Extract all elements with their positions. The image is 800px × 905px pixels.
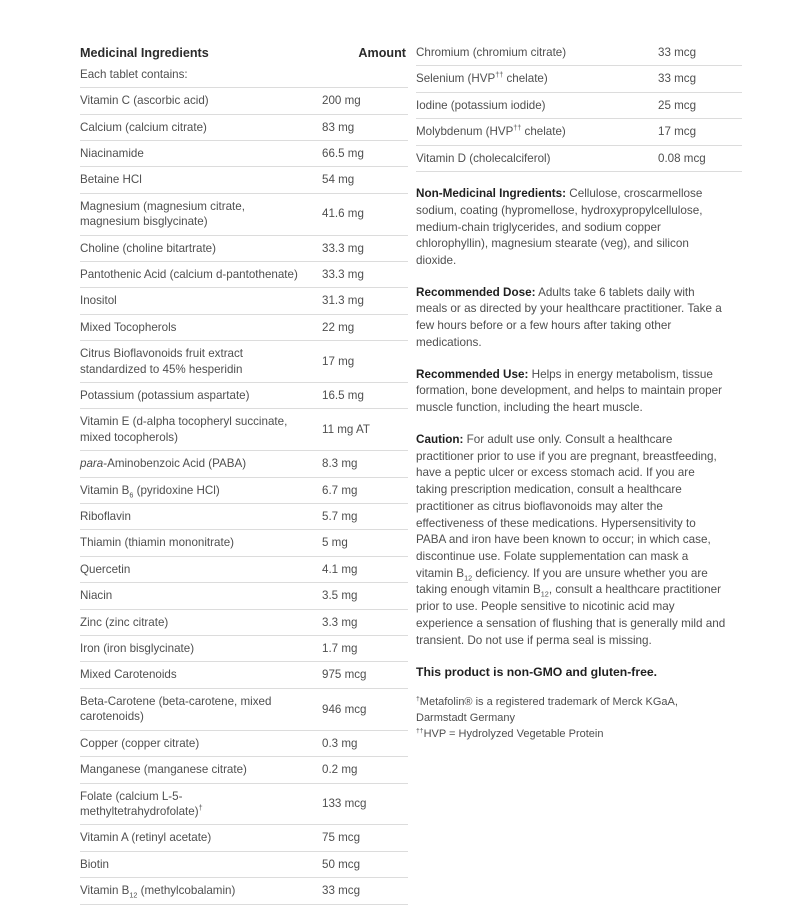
table-row (80, 783, 408, 825)
caution-b12-subscript-1: 12 (464, 573, 473, 583)
ingredient-amount: 200 mg (312, 88, 408, 114)
table-row (80, 193, 408, 235)
ingredient-italic-prefix: para (80, 457, 104, 471)
recommended-dose-block (416, 285, 728, 352)
table-row (80, 504, 408, 530)
recommended-use-block (416, 367, 728, 417)
ingredient-name: Inositol (80, 288, 312, 314)
ingredient-amount: 5 mg (312, 530, 408, 556)
ingredient-name: Vitamin $B_{12}$ (methylcobalamin) (80, 878, 312, 904)
footnote-marker-dagger: † (416, 695, 420, 703)
table-subheader-row (80, 65, 408, 88)
non-medicinal-ingredients-block (416, 186, 728, 270)
table-row (80, 167, 408, 193)
caution-b12-subscript-2: 12 (540, 589, 549, 599)
ingredient-amount: 11 mg AT (312, 409, 408, 451)
footnote-hvp (416, 727, 728, 743)
ingredient-amount: 1.7 mg (312, 636, 408, 662)
caution-body-part1: For adult use only. Consult a healthcare practitioner prior to use if you are pregnant, breastfeeding, have a peptic ulcer or excess stomach acid. If you are taking prescription medication, consult a healthcare practitioner as citrus bioflavonoids may alter the effectiveness of these medications. Hypersensitivity to PABA and iron have been known to occur; in which case, discontinue use. Folate supplementation can mask a vitamin B (416, 432, 717, 580)
non-medicinal-body: Cellulose, croscarmellose sodium, coating (hypromellose, hydroxypropylcellulose, medium-chain triglycerides, and sodium copper chlorophyllin), magnesium stearate (veg), and silicon dioxide. (416, 187, 703, 267)
ingredient-name: Chromium (chromium citrate) (416, 40, 648, 66)
table-row (80, 288, 408, 314)
ingredient-amount: 41.6 mg (312, 193, 408, 235)
ingredient-amount: 33 mcg (648, 40, 742, 66)
ingredient-amount: 16.5 mg (312, 383, 408, 409)
ingredient-amount: 3.3 mg (312, 609, 408, 635)
ingredient-amount: 946 mcg (312, 688, 408, 730)
ingredient-subscript: 6 (129, 489, 134, 499)
right-ingredient-rows (416, 40, 742, 172)
footnote-metafolin (416, 695, 728, 726)
table-row (80, 556, 408, 582)
ingredient-name: Selenium (HVP†† chelate) (416, 66, 648, 92)
table-row (416, 145, 742, 171)
footnote-hvp-text: HVP = Hydrolyzed Vegetable Protein (423, 727, 604, 740)
ingredient-subscript: 12 (129, 890, 138, 900)
table-row (80, 662, 408, 688)
ingredient-amount: 6.7 mg (312, 477, 408, 503)
caution-body-part2: deficiency. If you are unsure whether you are taking enough vitamin B (416, 566, 708, 597)
left-column (80, 40, 406, 905)
ingredient-amount: 22 mg (312, 314, 408, 340)
ingredient-name: Vitamin E (d-alpha tocopheryl succinate, mixed tocopherols) (80, 409, 312, 451)
table-row (80, 609, 408, 635)
ingredient-amount: 33.3 mg (312, 235, 408, 261)
ingredient-name: Iron (iron bisglycinate) (80, 636, 312, 662)
table-row (416, 119, 742, 145)
right-column (416, 40, 728, 742)
ingredient-name: Mixed Carotenoids (80, 662, 312, 688)
ingredient-footnote-marker: †† (495, 70, 504, 80)
ingredient-amount: 8.3 mg (312, 451, 408, 477)
ingredient-name: Molybdenum (HVP†† chelate) (416, 119, 648, 145)
ingredient-footnote-marker: † (198, 803, 203, 813)
ingredient-amount: 25 mcg (648, 92, 742, 118)
ingredient-name: Riboflavin (80, 504, 312, 530)
table-row (80, 530, 408, 556)
ingredient-name: Niacin (80, 583, 312, 609)
recommended-use-label: Recommended Use: (416, 367, 529, 381)
ingredient-name: Choline (choline bitartrate) (80, 235, 312, 261)
ingredient-amount: 17 mcg (648, 119, 742, 145)
ingredient-name: Citrus Bioflavonoids fruit extract standardized to 45% hesperidin (80, 341, 312, 383)
caution-block (416, 432, 728, 650)
ingredient-amount: 50 mcg (312, 851, 408, 877)
non-gmo-statement: This product is non-GMO and gluten-free. (416, 665, 658, 680)
footnote-metafolin-text: Metafolin® is a registered trademark of Merck KGaA, Darmstadt Germany (416, 696, 678, 725)
ingredient-amount: 4.1 mg (312, 556, 408, 582)
ingredient-name: Betaine HCl (80, 167, 312, 193)
ingredient-amount: 33 mcg (312, 878, 408, 904)
ingredient-name: Vitamin C (ascorbic acid) (80, 88, 312, 114)
ingredient-name: Zinc (zinc citrate) (80, 609, 312, 635)
ingredient-footnote-marker: †† (513, 123, 522, 133)
table-row (80, 825, 408, 851)
ingredient-name: Potassium (potassium aspartate) (80, 383, 312, 409)
ingredient-name: Pantothenic Acid (calcium d-pantothenate) (80, 261, 312, 287)
ingredient-amount: 17 mg (312, 341, 408, 383)
table-row (80, 383, 408, 409)
recommended-dose-body: Adults take 6 tablets daily with meals or as directed by your healthcare practitioner. Take a few hours before or a few hours after taking other medications. (416, 285, 722, 349)
ingredient-amount: 0.08 mcg (648, 145, 742, 171)
recommended-dose-label: Recommended Dose: (416, 285, 536, 299)
table-row (80, 757, 408, 783)
serving-statement: Each tablet contains: (80, 65, 312, 88)
ingredient-name: para-Aminobenzoic Acid (PABA) (80, 451, 312, 477)
table-row (80, 314, 408, 340)
ingredient-amount: 75 mcg (312, 825, 408, 851)
table-row (416, 66, 742, 92)
ingredient-name: Magnesium (magnesium citrate, magnesium bisglycinate) (80, 193, 312, 235)
ingredient-name: Biotin (80, 851, 312, 877)
ingredient-name: Folate (calcium L-5-methyltetrahydrofolate)† (80, 783, 312, 825)
left-ingredient-rows (80, 88, 408, 904)
ingredient-name: Vitamin D (cholecalciferol) (416, 145, 648, 171)
table-row (80, 88, 408, 114)
table-row (80, 114, 408, 140)
ingredient-amount: 133 mcg (312, 783, 408, 825)
table-row (80, 235, 408, 261)
ingredient-amount: 3.5 mg (312, 583, 408, 609)
medicinal-ingredients-table-continued (416, 40, 742, 172)
ingredient-amount: 54 mg (312, 167, 408, 193)
ingredient-amount: 5.7 mg (312, 504, 408, 530)
left-table-body (80, 40, 408, 88)
table-row (80, 851, 408, 877)
ingredient-name: Niacinamide (80, 140, 312, 166)
ingredient-amount: 33.3 mg (312, 261, 408, 287)
ingredient-amount: 66.5 mg (312, 140, 408, 166)
ingredient-name: Quercetin (80, 556, 312, 582)
serving-statement-amount (312, 65, 408, 88)
ingredient-name: Beta-Carotene (beta-carotene, mixed carotenoids) (80, 688, 312, 730)
table-row (80, 477, 408, 503)
footnote-marker-double-dagger: †† (416, 727, 424, 735)
table-header-row (80, 40, 408, 65)
non-medicinal-label: Non-Medicinal Ingredients: (416, 187, 566, 201)
ingredient-amount: 31.3 mg (312, 288, 408, 314)
table-row (416, 40, 742, 66)
table-row (80, 730, 408, 756)
caution-label: Caution: (416, 432, 464, 446)
table-row (80, 409, 408, 451)
table-row (416, 92, 742, 118)
table-row (80, 583, 408, 609)
table-row (80, 140, 408, 166)
footnotes (416, 695, 728, 742)
table-row (80, 878, 408, 904)
table-row (80, 451, 408, 477)
ingredient-amount: 83 mg (312, 114, 408, 140)
ingredient-name: Copper (copper citrate) (80, 730, 312, 756)
ingredient-amount: 33 mcg (648, 66, 742, 92)
ingredient-name: Thiamin (thiamin mononitrate) (80, 530, 312, 556)
table-row (80, 261, 408, 287)
ingredient-name: Iodine (potassium iodide) (416, 92, 648, 118)
column-header-amount: Amount (358, 46, 406, 60)
table-row (80, 636, 408, 662)
ingredient-name: Vitamin $B_6$ (pyridoxine HCl) (80, 477, 312, 503)
medicinal-ingredients-table (80, 40, 408, 905)
ingredient-name: Vitamin A (retinyl acetate) (80, 825, 312, 851)
ingredient-name: Manganese (manganese citrate) (80, 757, 312, 783)
recommended-use-body: Helps in energy metabolism, tissue formation, bone development, and helps to maintain proper muscle function, including the heart muscle. (416, 367, 723, 415)
ingredient-name: Calcium (calcium citrate) (80, 114, 312, 140)
ingredient-amount: 975 mcg (312, 662, 408, 688)
ingredient-name: Mixed Tocopherols (80, 314, 312, 340)
ingredient-amount: 0.3 mg (312, 730, 408, 756)
table-row (80, 341, 408, 383)
caution-body-part3: , consult a healthcare practitioner prior to use. People sensitive to nicotinic acid may experience a sensation of flushing that is generally mild and transient. Do not use if perma seal is missing. (416, 583, 726, 647)
column-header-ingredient: Medicinal Ingredients (80, 46, 209, 60)
table-row (80, 688, 408, 730)
ingredient-amount: 0.2 mg (312, 757, 408, 783)
